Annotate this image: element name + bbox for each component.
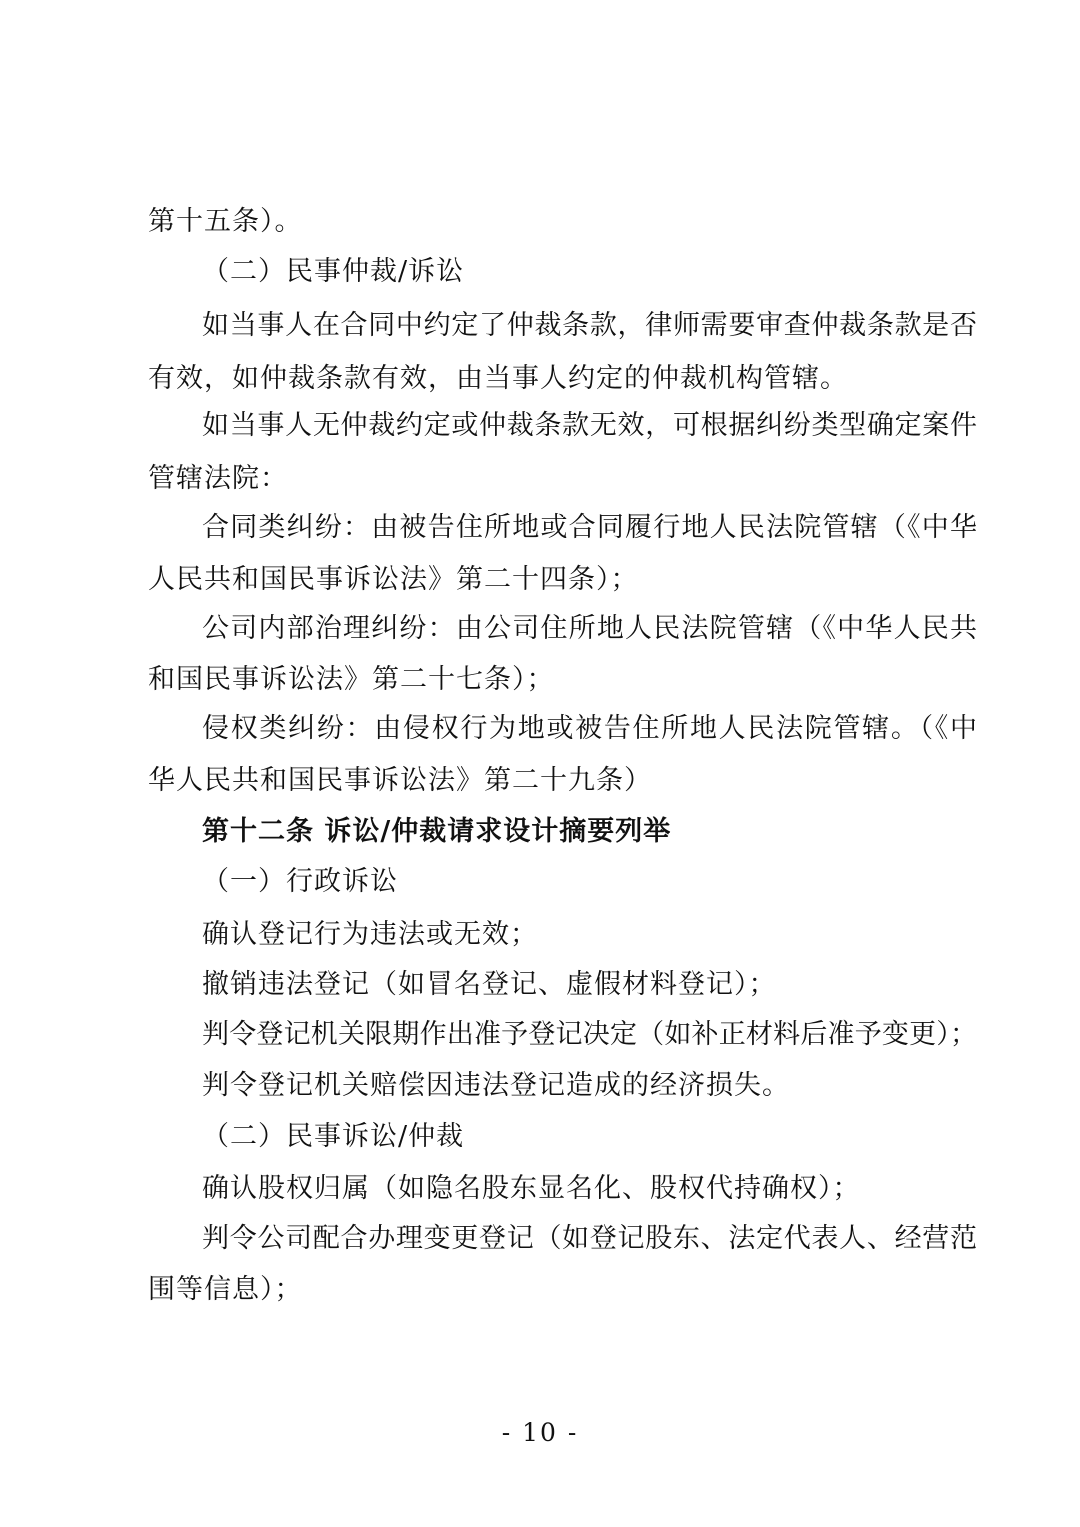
section-heading: （一）行政诉讼 <box>202 866 398 897</box>
text-line: 公司内部治理纠纷：由公司住所地人民法院管辖（《中华人民共 <box>202 613 977 644</box>
text-line: 华人民共和国民事诉讼法》第二十九条） <box>148 765 652 796</box>
page-number: - 10 - <box>501 1418 579 1447</box>
section-heading: （二）民事诉讼/仲裁 <box>202 1121 465 1152</box>
article-heading: 第十二条 诉讼/仲裁请求设计摘要列举 <box>202 816 672 847</box>
text-line: 合同类纠纷：由被告住所地或合同履行地人民法院管辖（《中华 <box>202 512 977 543</box>
text-line: 判令登记机关赔偿因违法登记造成的经济损失。 <box>202 1070 790 1101</box>
text-line: 判令公司配合办理变更登记（如登记股东、法定代表人、经营范 <box>202 1223 977 1254</box>
text-line: 围等信息）； <box>148 1274 303 1305</box>
text-line: 判令登记机关限期作出准予登记决定（如补正材料后准予变更）； <box>202 1019 977 1050</box>
text-line: 确认登记行为违法或无效； <box>202 919 538 950</box>
text-line: 和国民事诉讼法》第二十七条）； <box>148 664 555 695</box>
text-line: 人民共和国民事诉讼法》第二十四条）； <box>148 564 639 595</box>
text-line: 有效，如仲裁条款有效，由当事人约定的仲裁机构管辖。 <box>148 363 848 394</box>
text-line: 确认股权归属（如隐名股东显名化、股权代持确权）； <box>202 1173 861 1204</box>
text-line: 如当事人在合同中约定了仲裁条款，律师需要审查仲裁条款是否 <box>202 310 977 341</box>
section-heading: （二）民事仲裁/诉讼 <box>202 256 465 287</box>
text-line: 撤销违法登记（如冒名登记、虚假材料登记）； <box>202 969 777 1000</box>
text-line: 侵权类纠纷：由侵权行为地或被告住所地人民法院管辖。（《中 <box>202 713 977 744</box>
text-line: 管辖法院： <box>148 463 288 494</box>
text-line: 第十五条）。 <box>148 206 303 237</box>
text-line: 如当事人无仲裁约定或仲裁条款无效，可根据纠纷类型确定案件 <box>202 410 977 441</box>
